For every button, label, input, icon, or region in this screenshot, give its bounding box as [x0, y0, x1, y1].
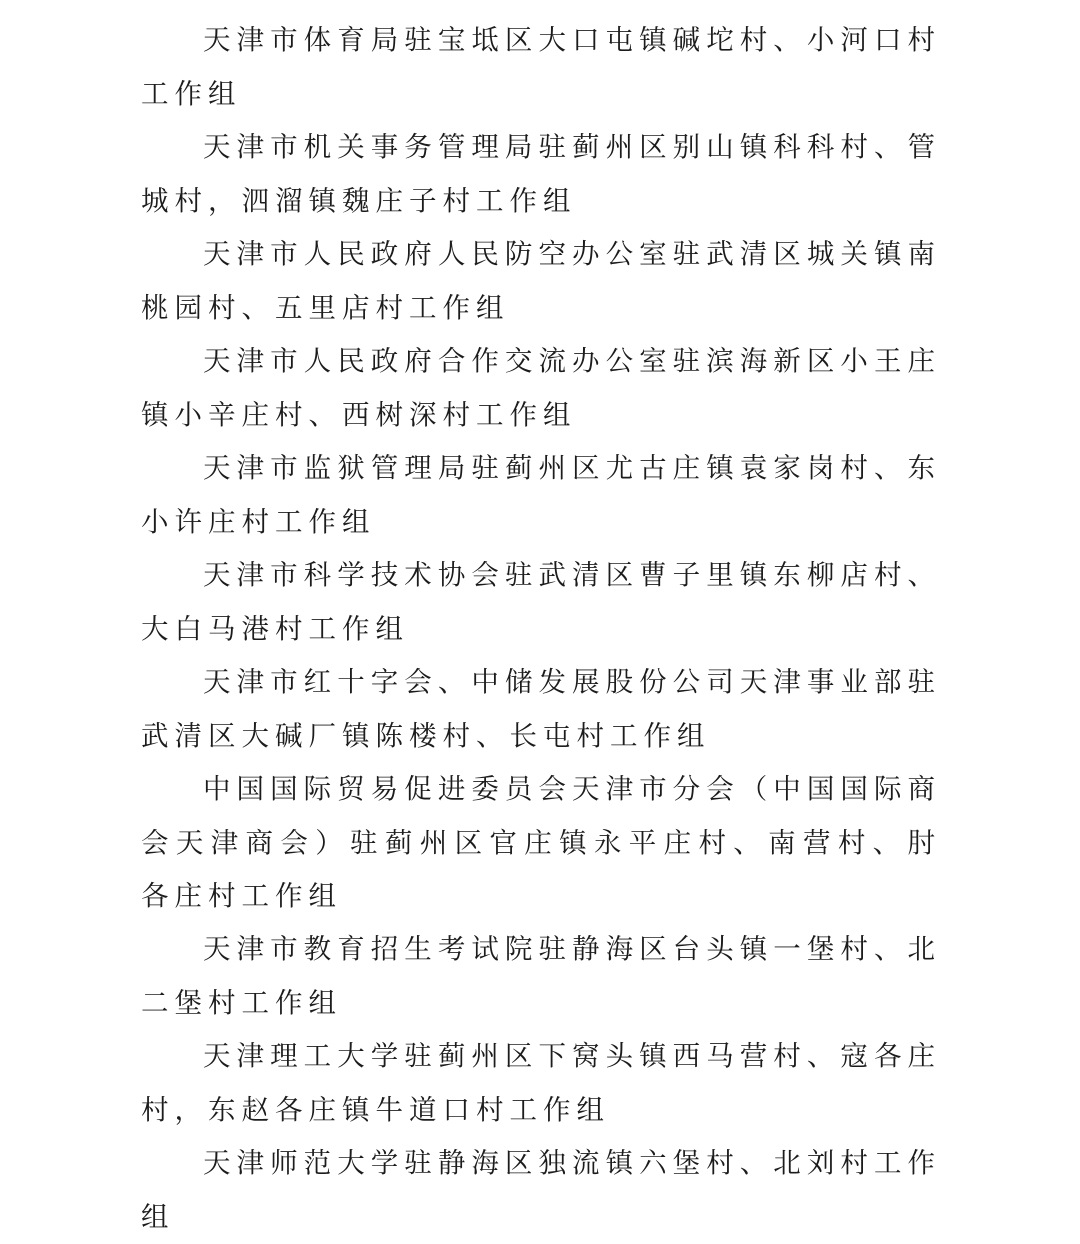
- work-group-entry: 天津市科学技术协会驻武清区曹子里镇东柳店村、大白马港村工作组: [141, 559, 941, 645]
- work-group-entry: 天津市人民政府合作交流办公室驻滨海新区小王庄镇小辛庄村、西树深村工作组: [141, 345, 941, 431]
- work-group-entry: 天津市机关事务管理局驻蓟州区别山镇科科村、管城村，泗溜镇魏庄子村工作组: [141, 131, 941, 217]
- work-group-entry: 天津市教育招生考试院驻静海区台头镇一堡村、北二堡村工作组: [141, 933, 941, 1019]
- work-group-entry: 天津市人民政府人民防空办公室驻武清区城关镇南桃园村、五里店村工作组: [141, 238, 941, 324]
- work-group-entry: 天津市红十字会、中储发展股份公司天津事业部驻武清区大碱厂镇陈楼村、长屯村工作组: [141, 666, 941, 752]
- work-group-entry: 天津理工大学驻蓟州区下窝头镇西马营村、寇各庄村，东赵各庄镇牛道口村工作组: [141, 1040, 941, 1126]
- work-group-entry: 天津师范大学驻静海区独流镇六堡村、北刘村工作组: [141, 1147, 941, 1233]
- work-group-entry: 中国国际贸易促进委员会天津市分会（中国国际商会天津商会）驻蓟州区官庄镇永平庄村、南营村、肘各庄村工作组: [141, 773, 941, 912]
- work-group-entry: 天津市体育局驻宝坻区大口屯镇碱坨村、小河口村工作组: [141, 24, 941, 110]
- work-group-entry: 天津市监狱管理局驻蓟州区尤古庄镇袁家岗村、东小许庄村工作组: [141, 452, 941, 538]
